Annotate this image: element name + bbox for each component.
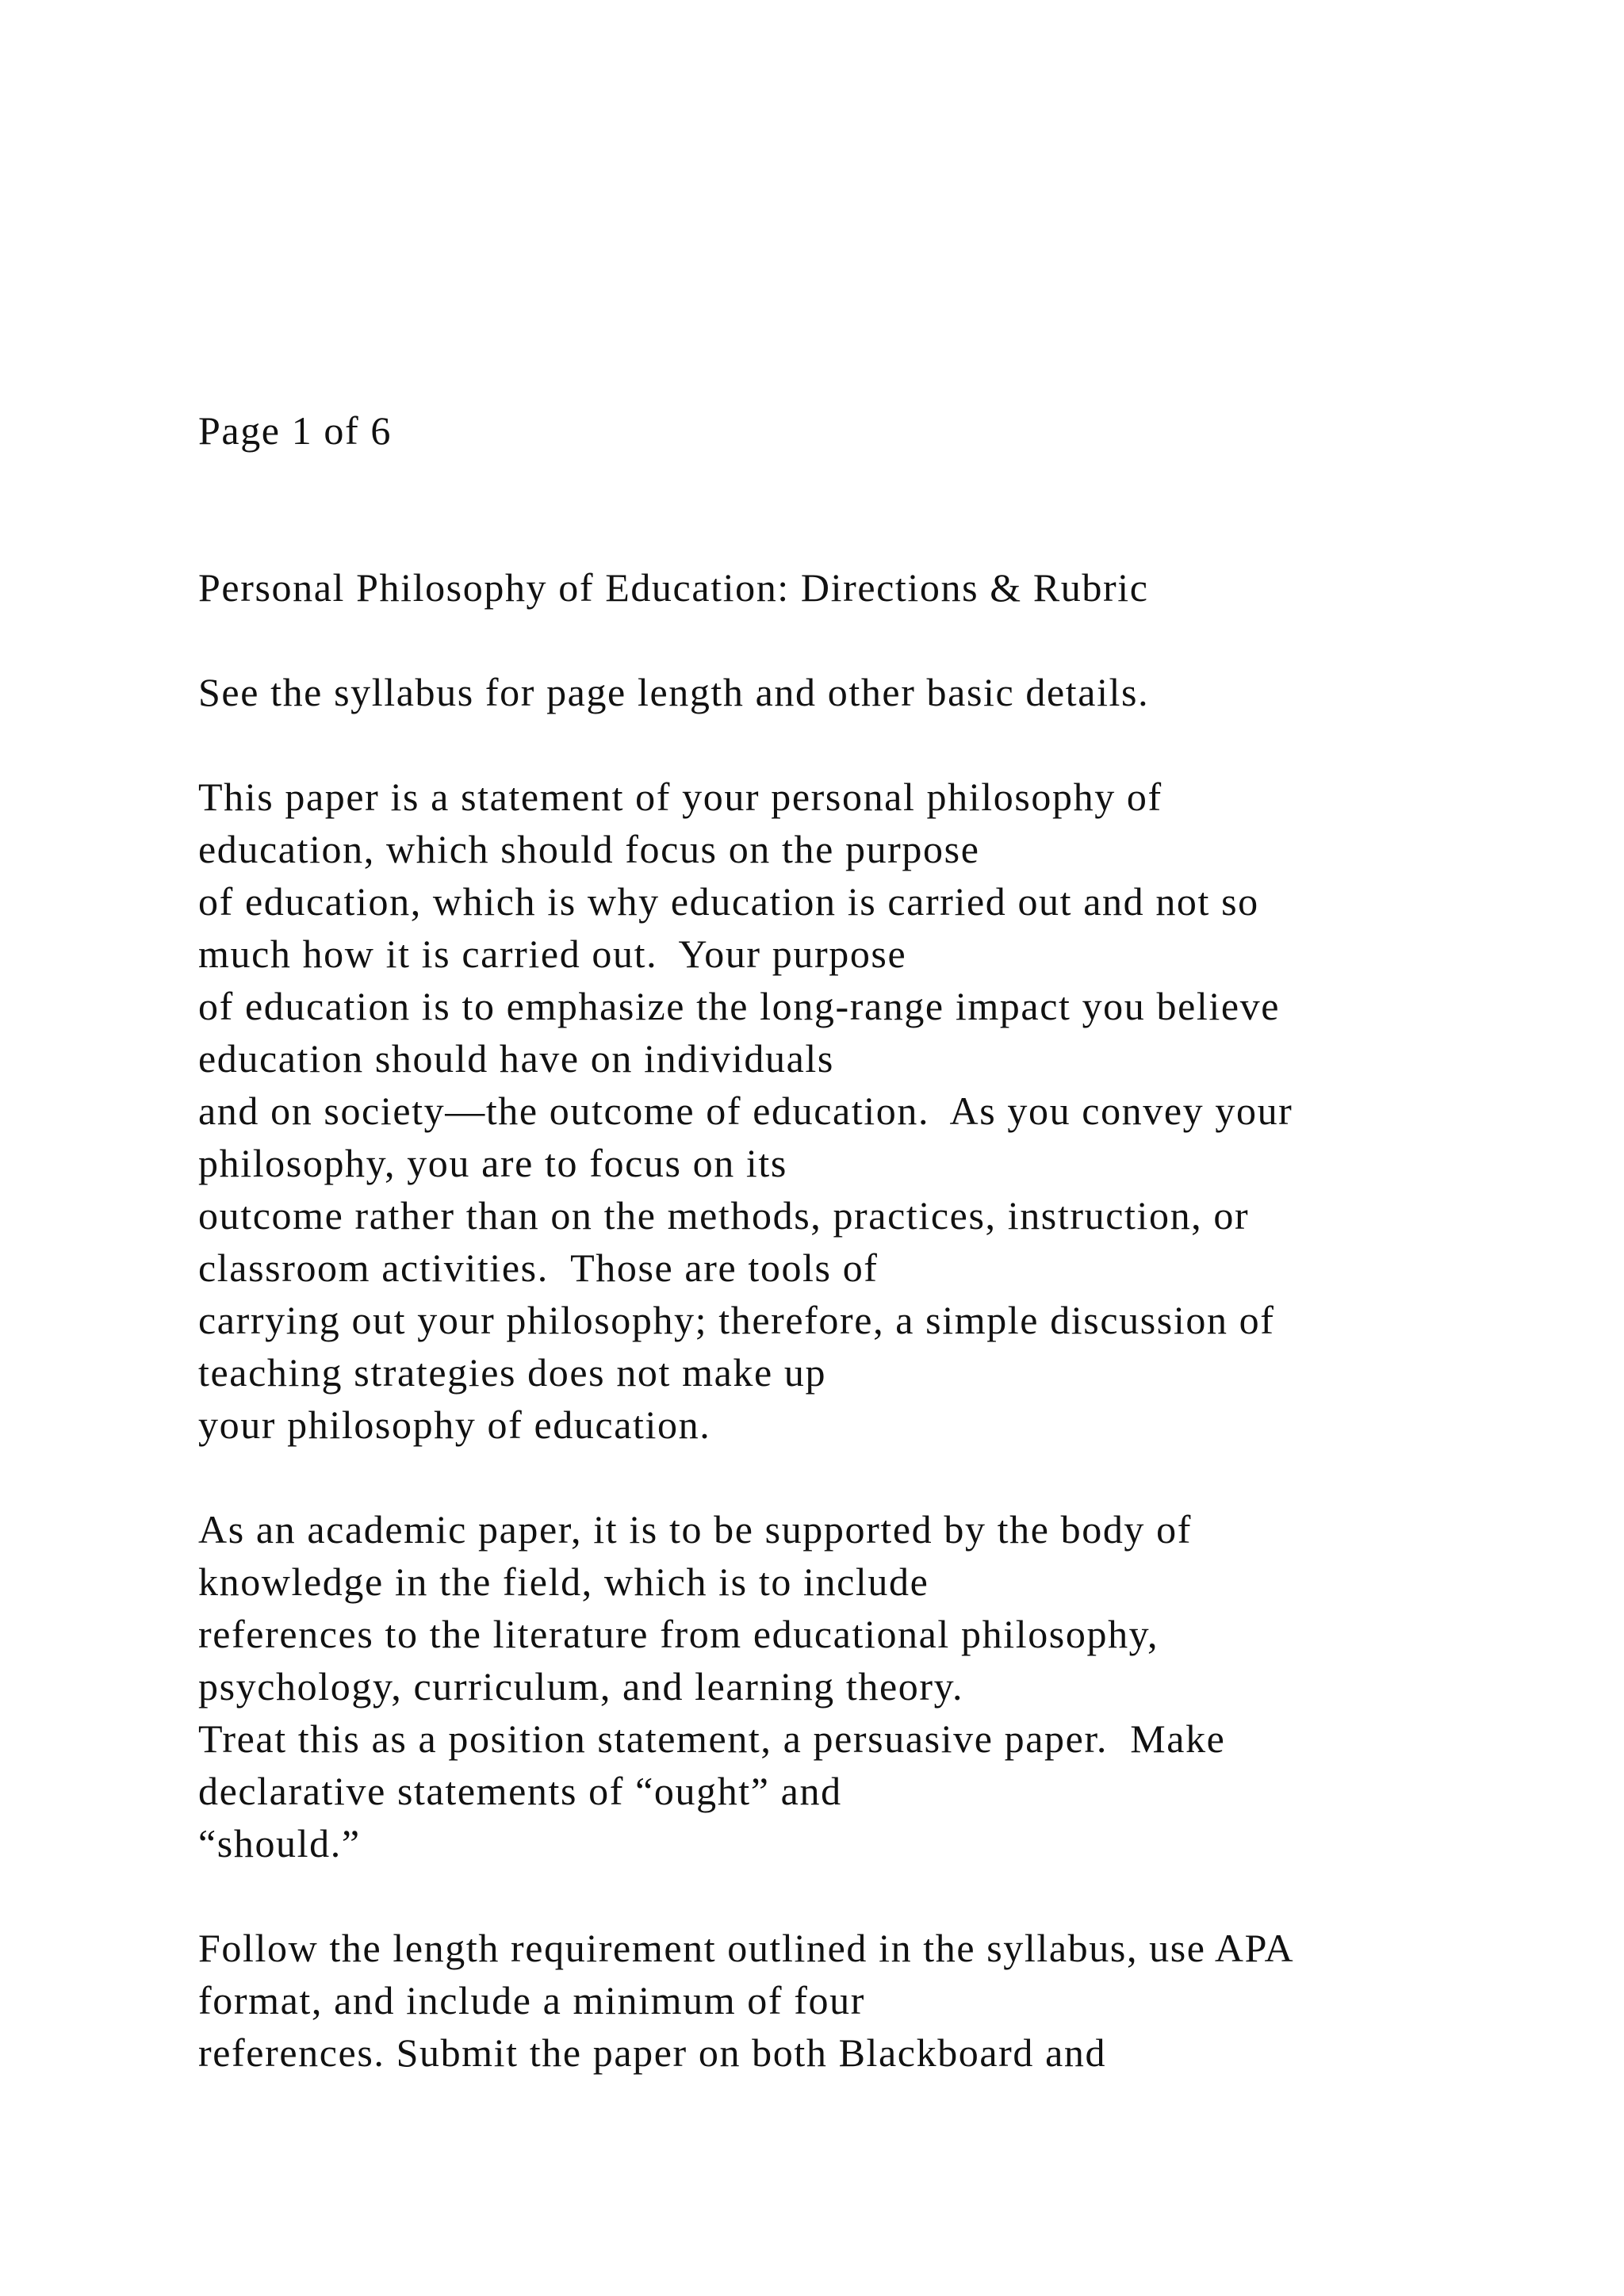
paragraph-line: references. Submit the paper on both Blackboard and	[198, 2030, 1107, 2075]
spacer	[198, 614, 1610, 666]
paragraph-2	[198, 771, 1610, 1451]
paragraph-line: of education is to emphasize the long-range impact you believe	[198, 984, 1281, 1028]
paragraph-line: teaching strategies does not make up	[198, 1350, 827, 1395]
paragraph-line: psychology, curriculum, and learning theory.	[198, 1664, 964, 1709]
paragraph-line: education, which should focus on the purpose	[198, 827, 980, 871]
paragraph-line: “should.”	[198, 1821, 361, 1866]
paragraph-line: See the syllabus for page length and other basic details.	[198, 670, 1150, 714]
paragraph-line: format, and include a minimum of four	[198, 1978, 865, 2022]
paragraph-line: philosophy, you are to focus on its	[198, 1141, 787, 1185]
paragraph-1	[198, 666, 1610, 718]
paragraph-line: carrying out your philosophy; therefore, a simple discussion of	[198, 1298, 1275, 1342]
paragraph-line: knowledge in the field, which is to include	[198, 1559, 929, 1604]
paragraph-line: education should have on individuals	[198, 1036, 834, 1081]
spacer	[198, 457, 1610, 561]
paragraph-3	[198, 1503, 1610, 1869]
paragraph-line: Follow the length requirement outlined in the syllabus, use APA	[198, 1926, 1295, 1970]
paragraph-line: classroom activities. Those are tools of	[198, 1246, 879, 1290]
paragraph-line: declarative statements of “ought” and	[198, 1769, 842, 1813]
paragraph-line: This paper is a statement of your personal philosophy of	[198, 775, 1162, 819]
spacer	[198, 1869, 1610, 1922]
paragraph-line: much how it is carried out. Your purpose	[198, 932, 907, 976]
page-number: Page 1 of 6	[198, 408, 392, 453]
paragraph-4	[198, 1922, 1610, 2079]
paragraph-line: and on society—the outcome of education. As you convey your	[198, 1089, 1293, 1133]
document-body	[198, 404, 1610, 2079]
spacer	[198, 718, 1610, 771]
paragraph-line: references to the literature from educational philosophy,	[198, 1612, 1159, 1656]
paragraph-line: As an academic paper, it is to be supported by the body of	[198, 1507, 1192, 1552]
paragraph-line: of education, which is why education is carried out and not so	[198, 879, 1259, 924]
spacer	[198, 1451, 1610, 1503]
document-title: Personal Philosophy of Education: Directions & Rubric	[198, 565, 1149, 610]
paragraph-line: outcome rather than on the methods, practices, instruction, or	[198, 1193, 1250, 1238]
paragraph-line: your philosophy of education.	[198, 1402, 711, 1447]
paragraph-line: Treat this as a position statement, a persuasive paper. Make	[198, 1716, 1226, 1761]
